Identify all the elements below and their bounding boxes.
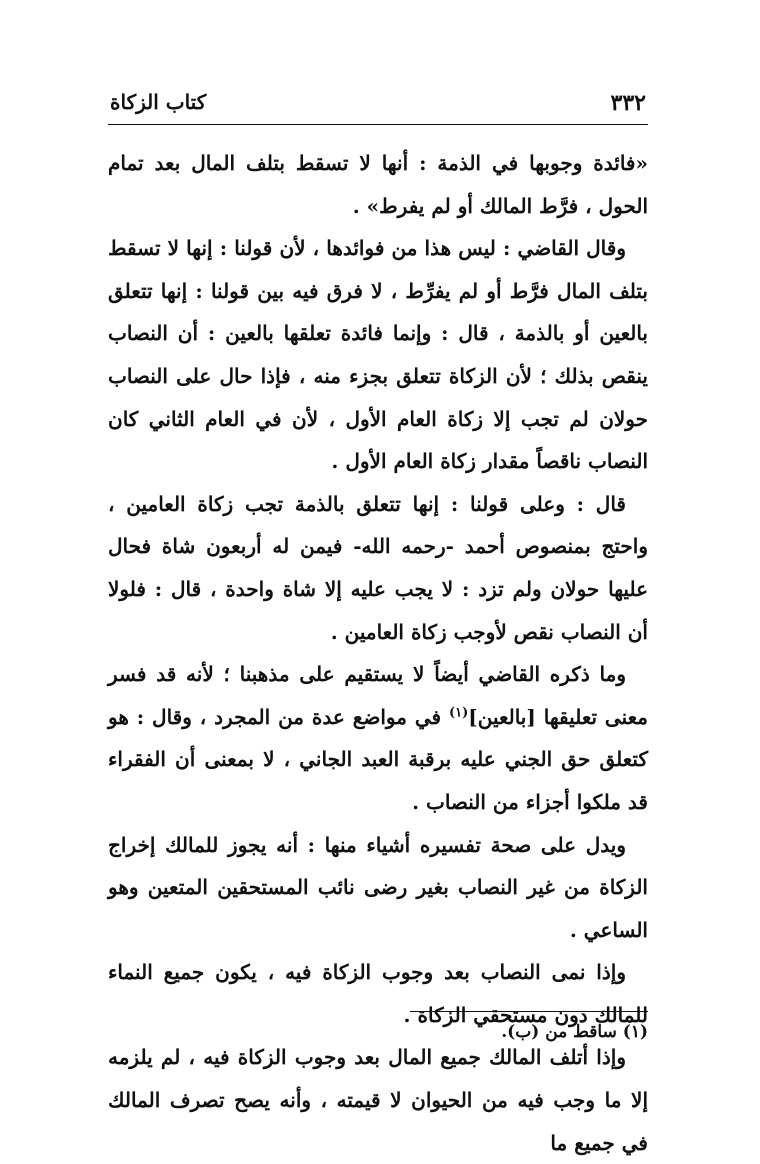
- running-title: كتاب الزكاة: [110, 90, 207, 114]
- footnote: (١) ساقط من (ب).: [501, 1022, 648, 1042]
- paragraph-with-footnote: [108, 653, 648, 823]
- paragraph-text: وما ذكره القاضي أيضاً لا يستقيم على مذهبنا ؛ لأنه قد فسر معنى تعليقها [بالعين]: [108, 662, 648, 729]
- footnote-divider: [410, 1011, 648, 1012]
- page-number: ٣٣٢: [610, 90, 646, 116]
- paragraph-text: في مواضع عدة من المجرد ، وقال : هو كتعلق حق الجني عليه برقبة العبد الجاني ، لا بمعنى أن الفقراء قد ملكوا أجزاء من النصاب .: [108, 704, 648, 814]
- header-divider: [108, 124, 648, 125]
- paragraph: وإذا أتلف المالك جميع المال بعد وجوب الزكاة فيه ، لم يلزمه إلا ما وجب فيه من الحيوان لا قيمته ، وأنه يصح تصرف المالك في جميع ما: [108, 1045, 648, 1155]
- page-header: [108, 88, 648, 124]
- paragraph: وإذا نمى النصاب بعد وجوب الزكاة فيه ، يكون جميع النماء للمالك دون مستحقي الزكاة .: [108, 960, 648, 1027]
- paragraph: قال : وعلى قولنا : إنها تتعلق بالذمة تجب زكاة العامين ، واحتج بمنصوص أحمد -رحمه الله- فيمن له أربعون شاة فحال عليها حولان ولم تزد : لا يجب عليه إلا شاة واحدة ، قال : فلولا أن النصاب نقص لأوجب زكاة العامين .: [108, 491, 648, 644]
- paragraph: ويدل على صحة تفسيره أشياء منها : أنه يجوز للمالك إخراج الزكاة من غير النصاب بغير رضى نائب المستحقين المتعين وهو الساعي .: [108, 832, 648, 942]
- footnote-marker: (١): [448, 705, 469, 721]
- paragraph: وقال القاضي : ليس هذا من فوائدها ، لأن قولنا : إنها لا تسقط بتلف المال فرَّط أو لم يفرِّط ، لا فرق فيه بين قولنا : إنها تتعلق بالعين أو بالذمة ، قال : وإنما فائدة تعلقها بالعين : أن النصاب ينقص بذلك ؛ لأن الزكاة تتعلق بجزء منه ، فإذا حال على النصاب حولان لم تجب إلا زكاة العام الأول ، لأن في العام الثاني كان النصاب ناقصاً مقدار زكاة العام الأول .: [108, 236, 648, 474]
- paragraph: «فائدة وجوبها في الذمة : أنها لا تسقط بتلف المال بعد تمام الحول ، فرَّط المالك أو لم يفرط» .: [108, 151, 648, 218]
